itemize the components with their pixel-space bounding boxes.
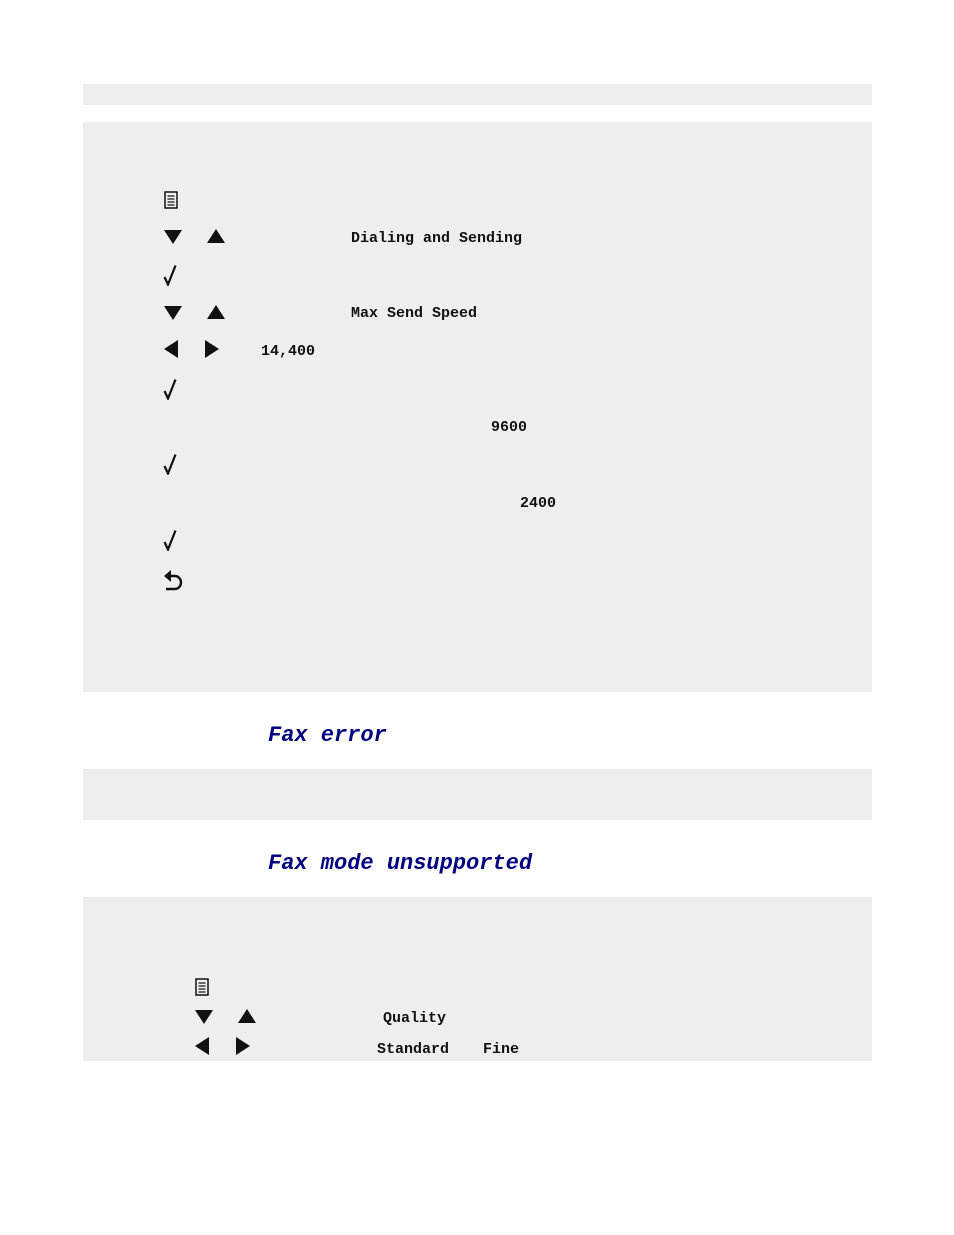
- select-check-icon: [163, 264, 177, 286]
- menu-icon: [164, 191, 178, 209]
- down-arrow-icon: [164, 306, 182, 320]
- right-arrow-icon: [205, 340, 219, 358]
- down-arrow-icon: [164, 230, 182, 244]
- menu-icon: [195, 978, 209, 996]
- menu-item-max-send-speed: Max Send Speed: [351, 305, 478, 322]
- up-arrow-icon: [207, 229, 225, 243]
- menu-item-quality: Quality: [383, 1010, 447, 1027]
- speed-value-2400: 2400: [520, 495, 557, 512]
- down-arrow-icon: [195, 1010, 213, 1024]
- menu-item-dialing-and-sending: Dialing and Sending: [351, 230, 523, 247]
- fax-error-panel: [83, 769, 872, 820]
- select-check-icon: [163, 378, 177, 400]
- right-arrow-icon: [236, 1037, 250, 1055]
- left-arrow-icon: [195, 1037, 209, 1055]
- up-arrow-icon: [238, 1009, 256, 1023]
- header-bar: [83, 84, 872, 105]
- left-arrow-icon: [164, 340, 178, 358]
- speed-value-9600: 9600: [491, 419, 528, 436]
- section-title-fax-mode-unsupported: Fax mode unsupported: [268, 851, 533, 876]
- section-title-fax-error: Fax error: [268, 723, 387, 748]
- select-check-icon: [163, 453, 177, 475]
- procedure-panel-max-send-speed: [83, 122, 872, 692]
- quality-option-fine: Fine: [483, 1041, 520, 1058]
- select-check-icon: [163, 529, 177, 551]
- speed-value-14400: 14,400: [261, 343, 316, 360]
- back-icon: [162, 568, 184, 592]
- quality-option-standard: Standard: [377, 1041, 450, 1058]
- up-arrow-icon: [207, 305, 225, 319]
